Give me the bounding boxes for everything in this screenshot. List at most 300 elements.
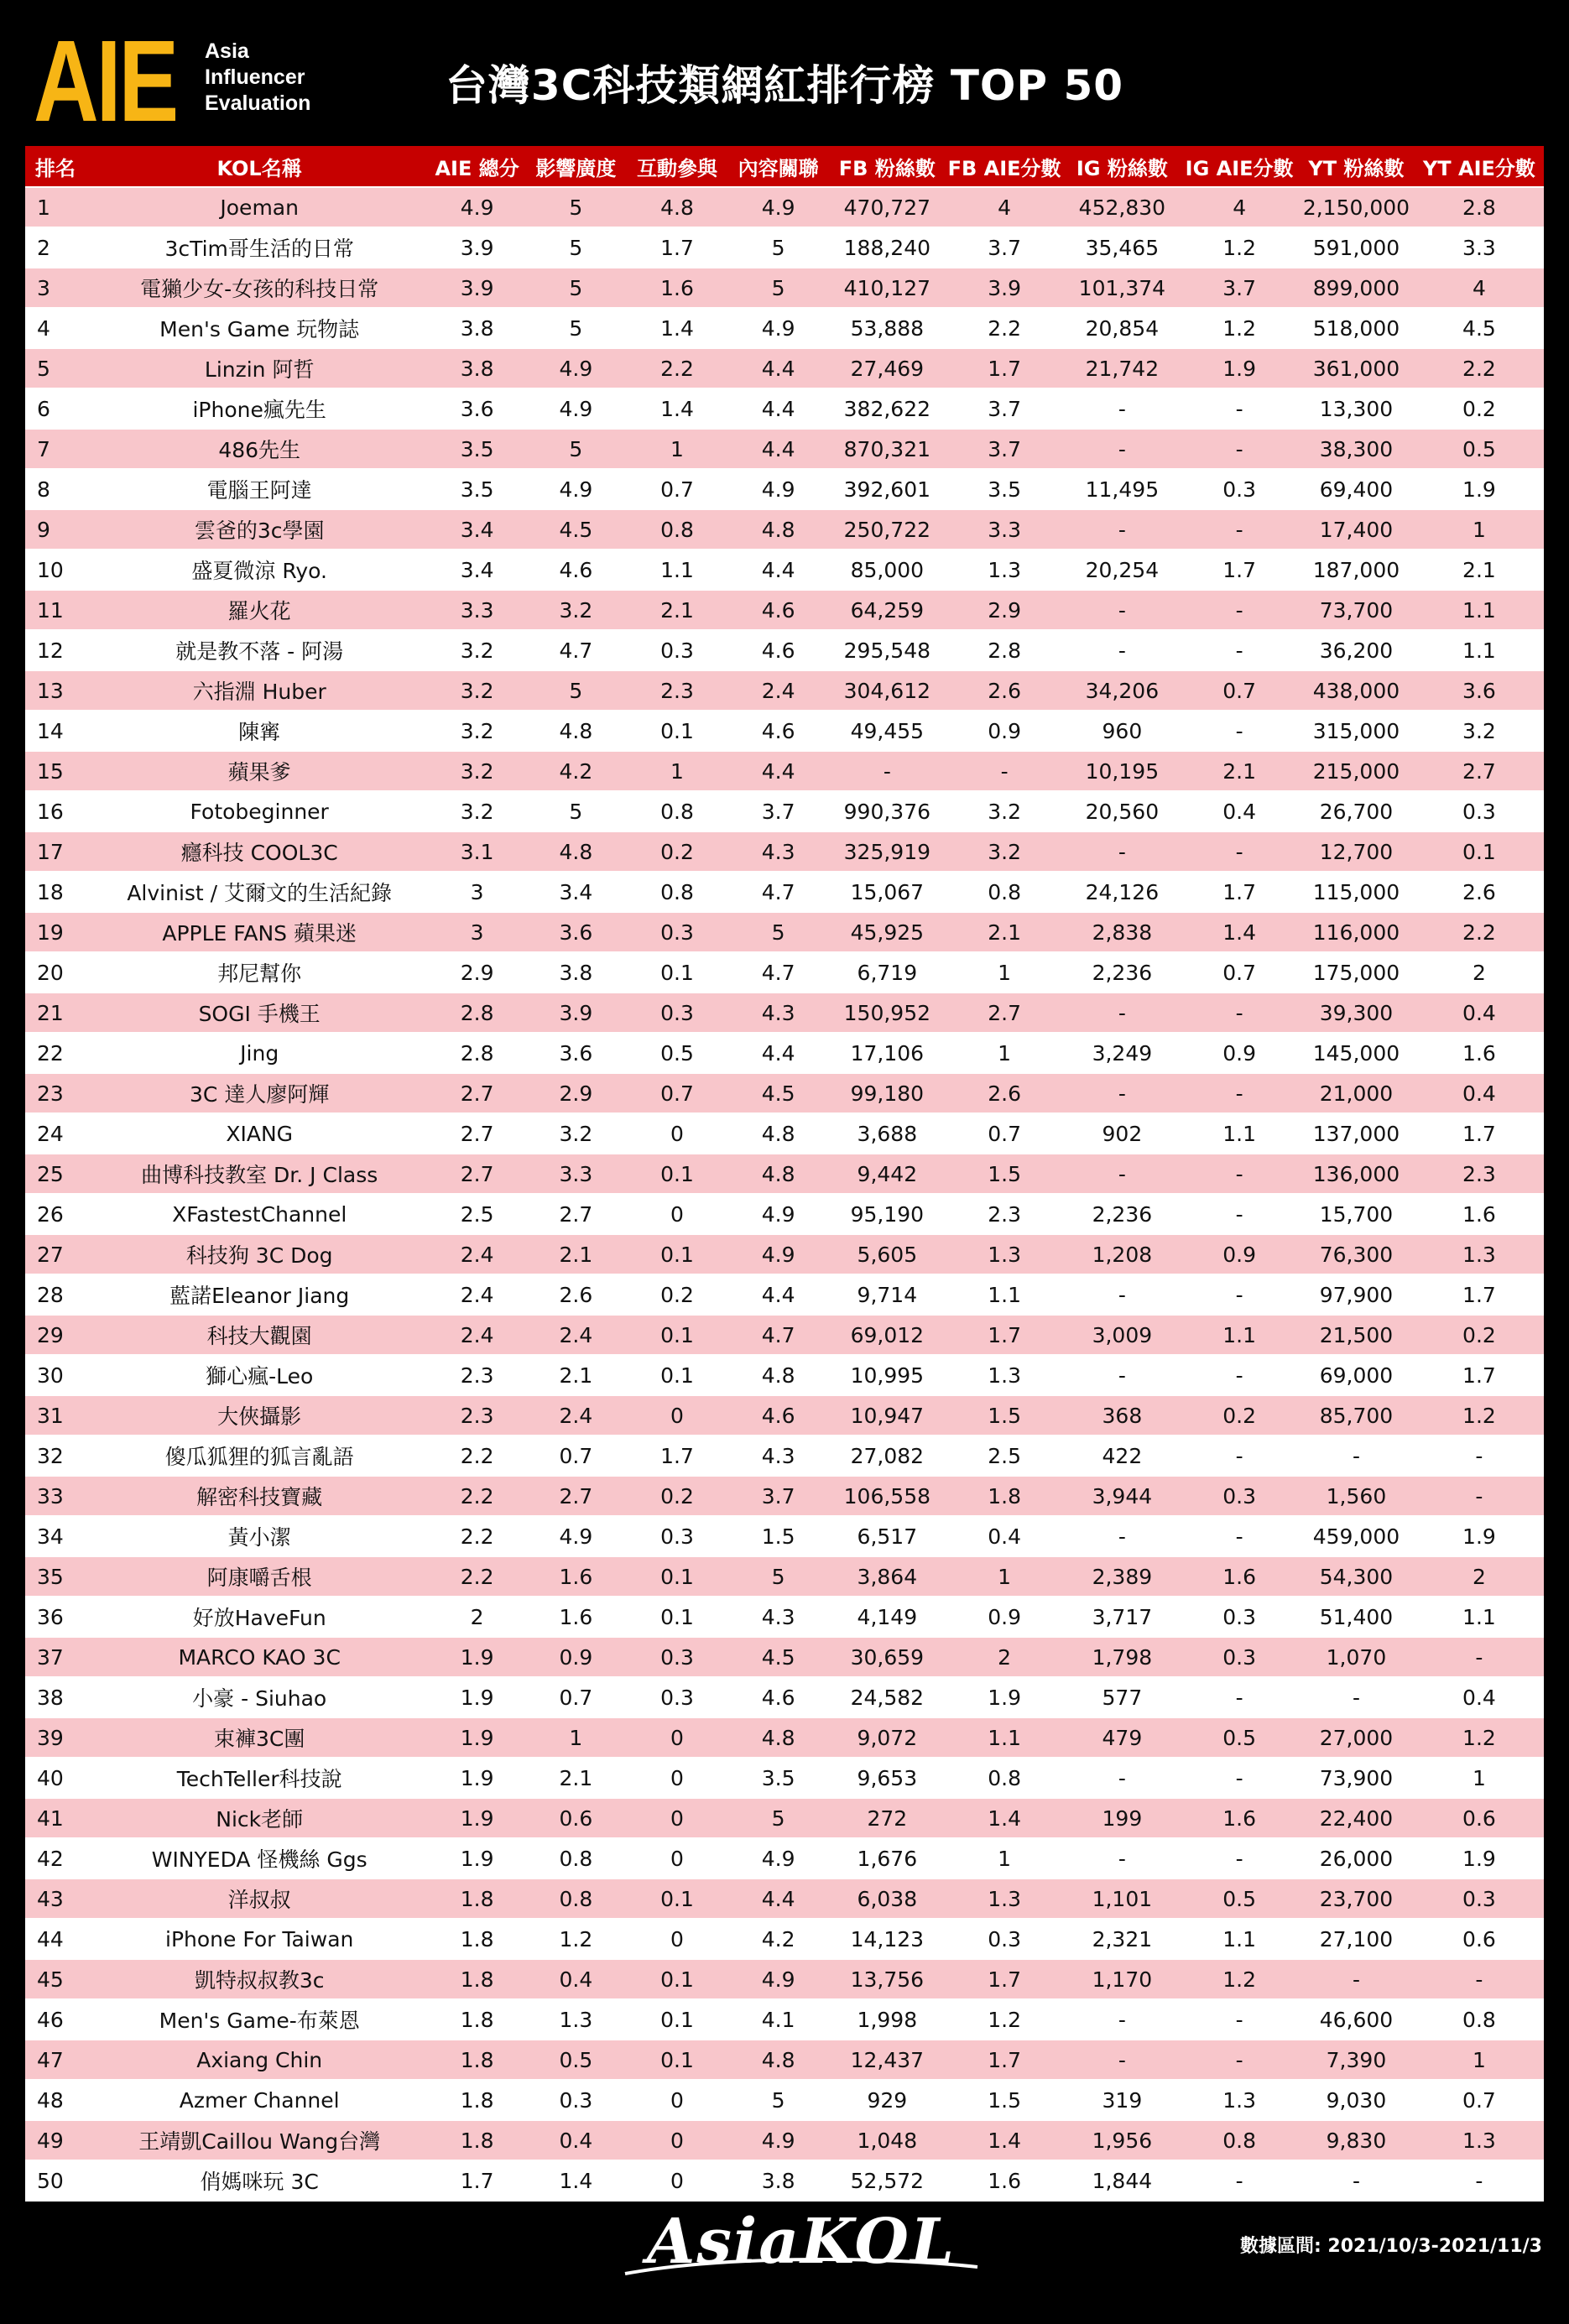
- cell-ig-fans: 1,208: [1092, 1242, 1153, 1267]
- cell-yt-fans: 12,700: [1319, 839, 1394, 864]
- cell-influence: 5: [569, 195, 583, 220]
- cell-fb-aie: 2.1: [988, 920, 1021, 945]
- cell-fb-aie: 2.8: [988, 638, 1021, 663]
- cell-influence: 4.2: [559, 758, 593, 784]
- cell-relevance: 4.9: [761, 1967, 795, 1992]
- header-rank: 排名: [35, 156, 76, 180]
- cell-relevance: 4.8: [761, 517, 795, 542]
- table-row: [25, 1597, 1544, 1638]
- cell-fb-aie: 1: [998, 1564, 1012, 1589]
- cell-fb-fans: 1,048: [857, 2128, 918, 2153]
- cell-ig-fans: 20,560: [1085, 799, 1160, 824]
- cell-engagement: 0: [670, 1806, 684, 1831]
- cell-yt-fans: 27,000: [1319, 1725, 1394, 1750]
- header-fb-aie: FB AIE分數: [947, 156, 1061, 180]
- cell-influence: 0.8: [559, 1886, 593, 1911]
- cell-kol-name: Jing: [240, 1040, 279, 1066]
- cell-fb-aie: 1.1: [988, 1725, 1021, 1750]
- cell-engagement: 0.3: [660, 1000, 694, 1025]
- cell-yt-fans: 1,070: [1326, 1644, 1387, 1670]
- cell-rank: 25: [37, 1161, 64, 1186]
- cell-yt-fans: 7,390: [1326, 2047, 1387, 2072]
- cell-aie-total: 1.7: [460, 2168, 494, 2193]
- cell-yt-aie: 1: [1472, 517, 1486, 542]
- cell-relevance: 4.4: [761, 356, 795, 381]
- table-row: [25, 470, 1544, 510]
- cell-fb-fans: 929: [867, 2087, 908, 2113]
- cell-fb-aie: 3.7: [988, 235, 1021, 260]
- cell-yt-aie: -: [1475, 1443, 1483, 1468]
- cell-engagement: 0.5: [660, 1040, 694, 1066]
- cell-fb-fans: 6,038: [857, 1886, 918, 1911]
- cell-yt-fans: 315,000: [1312, 718, 1400, 743]
- cell-relevance: 4.4: [761, 557, 795, 582]
- cell-influence: 4.8: [559, 839, 593, 864]
- cell-relevance: 4.4: [761, 1282, 795, 1307]
- cell-engagement: 1.1: [660, 557, 694, 582]
- cell-influence: 3.8: [559, 960, 593, 985]
- cell-influence: 5: [569, 315, 583, 341]
- cell-aie-total: 2.4: [460, 1282, 494, 1307]
- cell-fb-aie: 3.2: [988, 799, 1021, 824]
- cell-fb-fans: 95,190: [850, 1201, 925, 1227]
- cell-engagement: 0.1: [660, 1967, 694, 1992]
- header-yt-fans: YT 粉絲數: [1308, 156, 1405, 180]
- cell-relevance: 4.4: [761, 1040, 795, 1066]
- cell-yt-aie: 1.7: [1462, 1363, 1496, 1388]
- cell-relevance: 4.4: [761, 1886, 795, 1911]
- cell-rank: 26: [37, 1201, 64, 1227]
- cell-relevance: 3.7: [761, 799, 795, 824]
- cell-fb-fans: 12,437: [850, 2047, 925, 2072]
- cell-influence: 3.4: [559, 879, 593, 904]
- cell-ig-aie: 1.9: [1222, 356, 1257, 381]
- cell-fb-aie: 2.3: [988, 1201, 1021, 1227]
- cell-yt-aie: 3.3: [1462, 235, 1496, 260]
- cell-fb-fans: 52,572: [850, 2168, 925, 2193]
- cell-kol-name: 電獺少女-女孩的科技日常: [140, 277, 379, 301]
- cell-yt-fans: 187,000: [1312, 557, 1400, 582]
- cell-aie-total: 2.2: [460, 1443, 494, 1468]
- cell-influence: 1.3: [559, 2007, 593, 2032]
- cell-influence: 0.6: [559, 1806, 593, 1831]
- cell-ig-aie: 0.4: [1222, 799, 1257, 824]
- cell-yt-fans: 21,000: [1319, 1081, 1394, 1106]
- cell-kol-name: 傻瓜狐狸的狐言亂語: [164, 1445, 354, 1469]
- cell-aie-total: 1.8: [460, 2007, 494, 2032]
- page-title: 台灣3C科技類網紅排行榜 TOP 50: [445, 61, 1124, 110]
- table-row: [25, 1316, 1544, 1356]
- cell-aie-total: 3.1: [460, 839, 494, 864]
- cell-aie-total: 1.8: [460, 2047, 494, 2072]
- cell-relevance: 4.8: [761, 2047, 795, 2072]
- cell-fb-aie: 0.8: [988, 1765, 1021, 1790]
- cell-relevance: 4.4: [761, 436, 795, 461]
- cell-ig-aie: 1.4: [1222, 920, 1257, 945]
- cell-ig-fans: 2,389: [1092, 1564, 1153, 1589]
- cell-fb-aie: 1.6: [988, 2168, 1021, 2193]
- cell-ig-fans: -: [1118, 2007, 1126, 2032]
- cell-relevance: 4.6: [761, 1403, 795, 1428]
- cell-ig-fans: 24,126: [1085, 879, 1160, 904]
- cell-fb-aie: 1.7: [988, 1967, 1021, 1992]
- cell-rank: 27: [37, 1242, 64, 1267]
- cell-yt-aie: 2.3: [1462, 1161, 1496, 1186]
- cell-kol-name: 好放HaveFun: [192, 1606, 326, 1630]
- cell-yt-aie: 1.7: [1462, 1121, 1496, 1146]
- table-row: [25, 2081, 1544, 2121]
- cell-kol-name: 六指淵 Huber: [192, 680, 326, 704]
- cell-fb-fans: 304,612: [843, 678, 931, 703]
- cell-ig-aie: 0.8: [1222, 2128, 1257, 2153]
- cell-rank: 37: [37, 1644, 64, 1670]
- cell-fb-fans: 5,605: [857, 1242, 918, 1267]
- cell-kol-name: Men's Game-布萊恩: [159, 2009, 360, 2033]
- cell-relevance: 4.9: [761, 477, 795, 502]
- cell-influence: 0.8: [559, 1846, 593, 1871]
- cell-yt-fans: -: [1352, 1685, 1360, 1710]
- table-row: [25, 631, 1544, 671]
- cell-influence: 2.4: [559, 1403, 593, 1428]
- cell-fb-aie: 0.4: [988, 1524, 1021, 1549]
- cell-influence: 3.2: [559, 597, 593, 623]
- cell-ig-fans: 452,830: [1078, 195, 1166, 220]
- cell-ig-aie: 1.2: [1222, 235, 1257, 260]
- cell-ig-fans: 2,321: [1092, 1926, 1153, 1951]
- cell-rank: 33: [37, 1483, 64, 1509]
- cell-yt-fans: 69,000: [1319, 1363, 1394, 1388]
- cell-rank: 30: [37, 1363, 64, 1388]
- cell-rank: 10: [37, 557, 64, 582]
- cell-engagement: 0: [670, 1926, 684, 1951]
- cell-fb-fans: 53,888: [850, 315, 925, 341]
- cell-aie-total: 2.8: [460, 1040, 494, 1066]
- table-row: [25, 2121, 1544, 2161]
- cell-yt-fans: 69,400: [1319, 477, 1394, 502]
- cell-influence: 2.1: [559, 1363, 593, 1388]
- cell-rank: 32: [37, 1443, 64, 1468]
- table-row: [25, 671, 1544, 711]
- cell-relevance: 4.3: [761, 1443, 795, 1468]
- cell-fb-aie: 1: [998, 1846, 1012, 1871]
- cell-yt-fans: 85,700: [1319, 1403, 1394, 1428]
- cell-ig-fans: 1,844: [1092, 2168, 1153, 2193]
- cell-rank: 20: [37, 960, 64, 985]
- cell-ig-fans: -: [1118, 1765, 1126, 1790]
- cell-ig-aie: 3.7: [1222, 275, 1257, 300]
- cell-rank: 6: [37, 396, 50, 421]
- cell-influence: 0.7: [559, 1443, 593, 1468]
- cell-yt-aie: 1.9: [1462, 1846, 1496, 1871]
- cell-kol-name: iPhone For Taiwan: [165, 1926, 354, 1951]
- ranking-table: [25, 146, 1544, 2202]
- cell-ig-aie: -: [1235, 839, 1243, 864]
- cell-engagement: 1.7: [660, 1443, 694, 1468]
- header-yt-aie: YT AIE分數: [1422, 156, 1535, 180]
- cell-kol-name: iPhone瘋先生: [192, 398, 326, 422]
- cell-yt-aie: 1: [1472, 1765, 1486, 1790]
- cell-yt-aie: 2: [1472, 960, 1486, 985]
- cell-fb-aie: 1.7: [988, 1322, 1021, 1347]
- table-row: [25, 591, 1544, 631]
- cell-engagement: 1.4: [660, 315, 694, 341]
- cell-influence: 5: [569, 799, 583, 824]
- cell-relevance: 4.9: [761, 315, 795, 341]
- table-row: [25, 1477, 1544, 1517]
- cell-fb-aie: 1.3: [988, 1886, 1021, 1911]
- cell-fb-fans: 1,998: [857, 2007, 918, 2032]
- table-row: [25, 349, 1544, 389]
- cell-engagement: 0.8: [660, 879, 694, 904]
- cell-ig-aie: 1.3: [1222, 2087, 1257, 2113]
- table-row: [25, 228, 1544, 268]
- cell-aie-total: 1.8: [460, 1926, 494, 1951]
- cell-fb-fans: 24,582: [850, 1685, 925, 1710]
- cell-kol-name: 黃小潔: [227, 1525, 291, 1550]
- logo-line-2: Influencer: [205, 65, 305, 89]
- cell-yt-aie: 0.1: [1462, 839, 1496, 864]
- cell-fb-aie: 1.3: [988, 1242, 1021, 1267]
- cell-engagement: 0.3: [660, 1685, 694, 1710]
- cell-yt-fans: 46,600: [1319, 2007, 1394, 2032]
- cell-fb-aie: -: [1000, 758, 1009, 784]
- cell-engagement: 0.2: [660, 839, 694, 864]
- cell-yt-fans: -: [1352, 1443, 1360, 1468]
- cell-yt-aie: 1.1: [1462, 597, 1496, 623]
- cell-yt-fans: 39,300: [1319, 1000, 1394, 1025]
- cell-influence: 3.2: [559, 1121, 593, 1146]
- table-row: [25, 1114, 1544, 1154]
- cell-aie-total: 2.5: [460, 1201, 494, 1227]
- logo-line-3: Evaluation: [205, 91, 311, 115]
- cell-yt-aie: 1.3: [1462, 1242, 1496, 1267]
- cell-rank: 17: [37, 839, 64, 864]
- cell-yt-aie: 0.4: [1462, 1685, 1496, 1710]
- cell-kol-name: TechTeller科技說: [176, 1767, 342, 1791]
- table-row: [25, 1154, 1544, 1195]
- cell-fb-aie: 2.6: [988, 1081, 1021, 1106]
- cell-ig-fans: -: [1118, 517, 1126, 542]
- cell-aie-total: 2.4: [460, 1322, 494, 1347]
- table-row: [25, 1436, 1544, 1477]
- cell-aie-total: 3.9: [460, 235, 494, 260]
- cell-aie-total: 2.4: [460, 1242, 494, 1267]
- cell-yt-aie: 2.7: [1462, 758, 1496, 784]
- cell-relevance: 4.6: [761, 597, 795, 623]
- cell-influence: 1.2: [559, 1926, 593, 1951]
- cell-influence: 0.3: [559, 2087, 593, 2113]
- cell-kol-name: 邦尼幫你: [217, 961, 302, 986]
- cell-influence: 1.6: [559, 1604, 593, 1629]
- cell-relevance: 4.9: [761, 1201, 795, 1227]
- cell-fb-fans: 3,864: [857, 1564, 918, 1589]
- cell-fb-aie: 3.3: [988, 517, 1021, 542]
- cell-rank: 38: [37, 1685, 64, 1710]
- cell-yt-fans: 137,000: [1312, 1121, 1400, 1146]
- cell-relevance: 4.7: [761, 960, 795, 985]
- cell-relevance: 5: [771, 1806, 785, 1831]
- cell-kol-name: 王靖凱Caillou Wang台灣: [138, 2129, 381, 2154]
- cell-ig-fans: 422: [1102, 1443, 1143, 1468]
- cell-yt-aie: 3.2: [1462, 718, 1496, 743]
- cell-fb-aie: 1.1: [988, 1282, 1021, 1307]
- cell-yt-aie: -: [1475, 1644, 1483, 1670]
- table-row: [25, 1638, 1544, 1678]
- cell-aie-total: 1.9: [460, 1725, 494, 1750]
- cell-ig-aie: 2.1: [1222, 758, 1257, 784]
- table-row: [25, 953, 1544, 993]
- cell-ig-fans: -: [1118, 2047, 1126, 2072]
- cell-kol-name: 3C 達人廖阿輝: [190, 1082, 330, 1107]
- cell-kol-name: 486先生: [218, 438, 301, 462]
- cell-yt-aie: 2.8: [1462, 195, 1496, 220]
- cell-ig-fans: 199: [1102, 1806, 1143, 1831]
- cell-yt-fans: 459,000: [1312, 1524, 1400, 1549]
- cell-yt-aie: 0.3: [1462, 799, 1496, 824]
- cell-yt-fans: 1,560: [1326, 1483, 1387, 1509]
- cell-kol-name: WINYEDA 怪機絲 Ggs: [151, 1847, 367, 1872]
- cell-kol-name: Azmer Channel: [179, 2087, 340, 2113]
- cell-fb-fans: 1,676: [857, 1846, 918, 1871]
- cell-influence: 3.6: [559, 920, 593, 945]
- cell-ig-aie: -: [1235, 396, 1243, 421]
- cell-relevance: 5: [771, 920, 785, 945]
- cell-yt-aie: 2: [1472, 1564, 1486, 1589]
- cell-ig-aie: -: [1235, 1201, 1243, 1227]
- cell-relevance: 4.2: [761, 1926, 795, 1951]
- cell-aie-total: 1.9: [460, 1765, 494, 1790]
- cell-engagement: 1: [670, 436, 684, 461]
- cell-yt-aie: 0.7: [1462, 2087, 1496, 2113]
- cell-ig-aie: 1.2: [1222, 1967, 1257, 1992]
- cell-fb-fans: 382,622: [843, 396, 931, 421]
- cell-yt-fans: 136,000: [1312, 1161, 1400, 1186]
- cell-rank: 49: [37, 2128, 64, 2153]
- cell-influence: 4.9: [559, 477, 593, 502]
- cell-kol-name: 科技大觀園: [206, 1324, 312, 1348]
- cell-ig-fans: 479: [1102, 1725, 1143, 1750]
- table-row: [25, 430, 1544, 470]
- cell-aie-total: 2.2: [460, 1524, 494, 1549]
- cell-relevance: 4.9: [761, 1242, 795, 1267]
- cell-fb-fans: 6,719: [857, 960, 918, 985]
- cell-fb-aie: 0.8: [988, 879, 1021, 904]
- cell-yt-fans: 116,000: [1312, 920, 1400, 945]
- cell-kol-name: 洋叔叔: [227, 1888, 291, 1912]
- cell-ig-aie: 4: [1233, 195, 1247, 220]
- cell-ig-fans: 21,742: [1085, 356, 1160, 381]
- cell-rank: 43: [37, 1886, 64, 1911]
- cell-engagement: 0.2: [660, 1282, 694, 1307]
- cell-engagement: 0.8: [660, 517, 694, 542]
- cell-relevance: 5: [771, 235, 785, 260]
- cell-aie-total: 3.2: [460, 799, 494, 824]
- cell-yt-aie: 0.8: [1462, 2007, 1496, 2032]
- cell-ig-fans: 368: [1102, 1403, 1143, 1428]
- cell-aie-total: 1.8: [460, 1886, 494, 1911]
- cell-relevance: 4.3: [761, 839, 795, 864]
- cell-rank: 9: [37, 517, 50, 542]
- cell-kol-name: Alvinist / 艾爾文的生活紀錄: [127, 881, 393, 905]
- header-fb-fans: FB 粉絲數: [838, 156, 936, 180]
- cell-engagement: 2.3: [660, 678, 694, 703]
- cell-yt-aie: 2.6: [1462, 879, 1496, 904]
- cell-yt-fans: 361,000: [1312, 356, 1400, 381]
- cell-fb-aie: 1.3: [988, 557, 1021, 582]
- cell-fb-fans: 17,106: [850, 1040, 925, 1066]
- cell-yt-aie: 0.2: [1462, 1322, 1496, 1347]
- cell-kol-name: 獅心瘋-Leo: [206, 1364, 314, 1389]
- cell-rank: 39: [37, 1725, 64, 1750]
- cell-yt-aie: 1.3: [1462, 2128, 1496, 2153]
- cell-yt-fans: 26,700: [1319, 799, 1394, 824]
- cell-yt-fans: 13,300: [1319, 396, 1394, 421]
- cell-yt-aie: 4.5: [1462, 315, 1496, 341]
- cell-fb-aie: 1.7: [988, 2047, 1021, 2072]
- cell-ig-aie: -: [1235, 2047, 1243, 2072]
- cell-relevance: 4.8: [761, 1161, 795, 1186]
- cell-rank: 41: [37, 1806, 64, 1831]
- cell-fb-aie: 1.9: [988, 1685, 1021, 1710]
- cell-engagement: 0.1: [660, 718, 694, 743]
- cell-ig-fans: 20,854: [1085, 315, 1160, 341]
- cell-kol-name: 凱特叔叔教3c: [194, 1968, 325, 1993]
- cell-relevance: 3.8: [761, 2168, 795, 2193]
- cell-fb-fans: 3,688: [857, 1121, 918, 1146]
- cell-fb-aie: 2.7: [988, 1000, 1021, 1025]
- cell-kol-name: 小豪 - Siuhao: [192, 1686, 327, 1711]
- cell-fb-aie: 1.4: [988, 2128, 1021, 2153]
- cell-ig-fans: -: [1118, 1282, 1126, 1307]
- date-range: 數據區間: 2021/10/3-2021/11/3: [1239, 2236, 1542, 2257]
- cell-aie-total: 2.9: [460, 960, 494, 985]
- table-row: [25, 2040, 1544, 2081]
- cell-influence: 5: [569, 678, 583, 703]
- cell-ig-fans: -: [1118, 597, 1126, 623]
- cell-yt-aie: 1.7: [1462, 1282, 1496, 1307]
- cell-engagement: 0.2: [660, 1483, 694, 1509]
- cell-relevance: 4.7: [761, 879, 795, 904]
- cell-engagement: 2.2: [660, 356, 694, 381]
- cell-rank: 22: [37, 1040, 64, 1066]
- cell-kol-name: 藍諾Eleanor Jiang: [169, 1284, 350, 1308]
- cell-rank: 46: [37, 2007, 64, 2032]
- cell-fb-aie: 1.7: [988, 356, 1021, 381]
- cell-yt-aie: 2.2: [1462, 920, 1496, 945]
- table-row: [25, 510, 1544, 550]
- cell-engagement: 0: [670, 1201, 684, 1227]
- table-row: [25, 792, 1544, 832]
- cell-fb-fans: 30,659: [850, 1644, 925, 1670]
- cell-ig-fans: -: [1118, 1081, 1126, 1106]
- cell-kol-name: Men's Game 玩物誌: [159, 317, 360, 341]
- cell-fb-aie: 3.5: [988, 477, 1021, 502]
- cell-kol-name: 3cTim哥生活的日常: [164, 237, 354, 261]
- cell-influence: 1.6: [559, 1564, 593, 1589]
- cell-fb-aie: 0.3: [988, 1926, 1021, 1951]
- cell-yt-aie: 1.6: [1462, 1201, 1496, 1227]
- cell-fb-aie: 1.2: [988, 2007, 1021, 2032]
- cell-rank: 21: [37, 1000, 64, 1025]
- cell-yt-aie: 4: [1472, 275, 1486, 300]
- cell-influence: 2.6: [559, 1282, 593, 1307]
- cell-fb-aie: 0.7: [988, 1121, 1021, 1146]
- cell-yt-aie: 0.4: [1462, 1081, 1496, 1106]
- cell-yt-aie: 2.2: [1462, 356, 1496, 381]
- cell-yt-aie: 0.6: [1462, 1926, 1496, 1951]
- cell-engagement: 0.3: [660, 1524, 694, 1549]
- cell-ig-aie: -: [1235, 1846, 1243, 1871]
